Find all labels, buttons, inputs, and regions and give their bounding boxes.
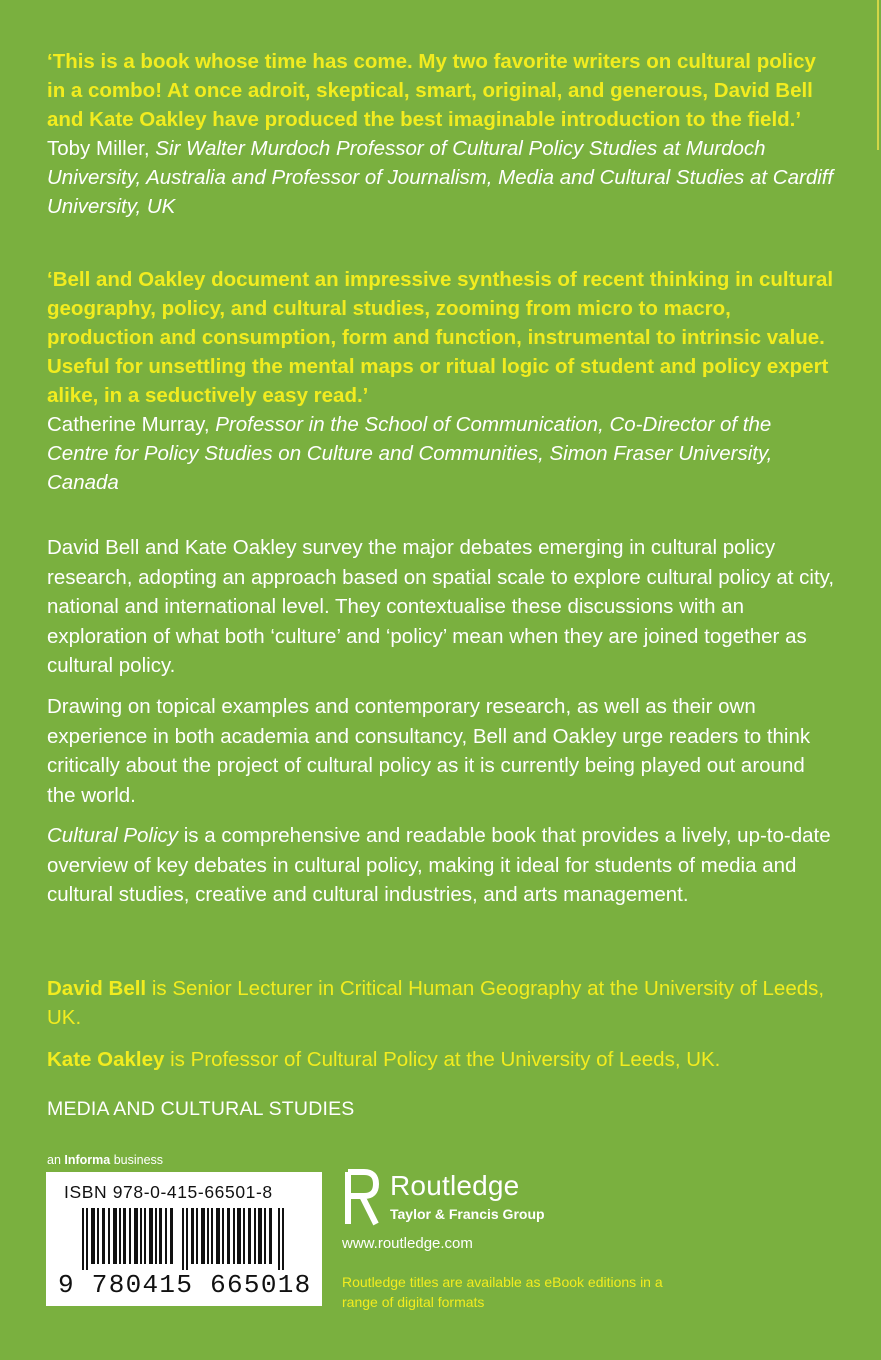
endorsement-quote: ‘Bell and Oakley document an impressive synthesis of recent thinking in cultural geography, policy, and cultural studies, zooming from micro to macro, production and consumption, form and function, instrumental to intrinsic value. Useful for unsettling the mental maps or ritual logic of student and policy expert alike, in a seductively easy read.’ bbox=[47, 268, 834, 407]
endorsement-attribution bbox=[47, 134, 837, 221]
publisher-name: Routledge bbox=[390, 1170, 520, 1201]
endorser-role: Sir Walter Murdoch Professor of Cultural Policy Studies at Murdoch University, Australia and Professor of Journalism, Media and Cultural Studies at Cardiff University, UK bbox=[47, 137, 834, 218]
spine-edge bbox=[877, 0, 879, 150]
author-bio-1 bbox=[47, 974, 837, 1032]
author-name: David Bell bbox=[47, 977, 147, 1000]
author-bio-text: is Professor of Cultural Policy at the University of Leeds, UK. bbox=[164, 1048, 721, 1071]
barcode-panel bbox=[46, 1172, 322, 1306]
endorsement-quote: ‘This is a book whose time has come. My two favorite writers on cultural policy in a combo! At once adroit, skeptical, smart, original, and generous, David Bell and Kate Oakley have produced the best imaginable introduction to the field.’ bbox=[47, 50, 816, 131]
informa-suffix: business bbox=[110, 1153, 164, 1167]
informa-brand: Informa bbox=[64, 1153, 111, 1167]
routledge-logo-icon bbox=[342, 1168, 382, 1230]
description-text: is a comprehensive and readable book that provides a lively, up-to-date overview of key debates in cultural policy, making it ideal for students of media and cultural studies, creative and cultural industries, and arts management. bbox=[47, 824, 831, 906]
endorsement-2 bbox=[47, 265, 837, 497]
publisher-group: Taylor & Francis Group bbox=[390, 1206, 545, 1222]
description-paragraph-2: Drawing on topical examples and contemporary research, as well as their own experience in both academia and consultancy, Bell and Oakley urge readers to think critically about the project of cultural policy as it is currently being played out around the world. bbox=[47, 695, 811, 807]
book-title: Cultural Policy bbox=[47, 824, 179, 847]
isbn-label: ISBN 978-0-415-66501-8 bbox=[64, 1182, 273, 1202]
description-paragraph-3 bbox=[47, 821, 837, 910]
endorsement-1 bbox=[47, 47, 837, 221]
author-name: Kate Oakley bbox=[47, 1048, 165, 1071]
author-bio-2 bbox=[47, 1045, 837, 1074]
barcode-icon bbox=[82, 1208, 292, 1270]
author-bio-text: is Senior Lecturer in Critical Human Geography at the University of Leeds, UK. bbox=[47, 977, 825, 1029]
informa-prefix: an bbox=[47, 1153, 65, 1167]
informa-business-line bbox=[47, 1153, 163, 1167]
endorser-name: Catherine Murray, bbox=[47, 413, 216, 436]
endorser-name: Toby Miller, bbox=[47, 137, 156, 160]
ebook-note: Routledge titles are available as eBook editions in a range of digital formats bbox=[342, 1274, 663, 1310]
publisher-url[interactable]: www.routledge.com bbox=[342, 1235, 473, 1252]
series-label: MEDIA AND CULTURAL STUDIES bbox=[47, 1098, 355, 1120]
endorser-role: Professor in the School of Communication, Co-Director of the Centre for Policy Studies on Culture and Communities, Simon Fraser University, Canada bbox=[47, 413, 773, 494]
isbn-digits: 9 780415 665018 bbox=[58, 1270, 312, 1300]
endorsement-attribution bbox=[47, 410, 837, 497]
description-paragraph-1: David Bell and Kate Oakley survey the major debates emerging in cultural policy research, adopting an approach based on spatial scale to explore cultural policy at city, national and international level. They contextualise these discussions with an exploration of what both ‘culture’ and ‘policy’ mean when they are joined together as cultural policy. bbox=[47, 536, 835, 677]
